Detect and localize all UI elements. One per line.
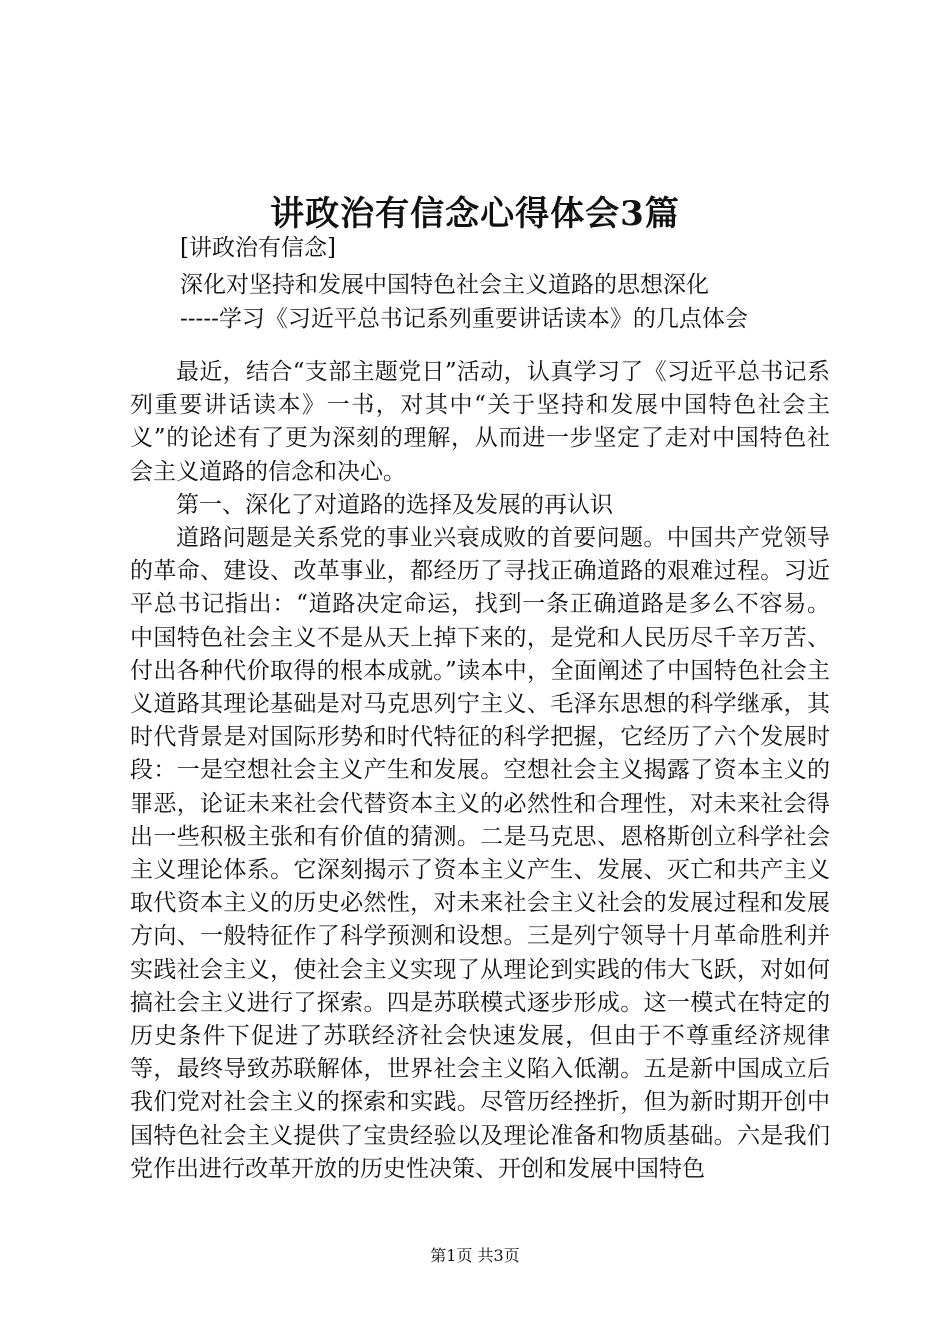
body-paragraph: 最近，结合“支部主题党日”活动，认真学习了《习近平总书记系列重要讲话读本》一书，对其中“关于坚持和发展中国特色社会主义”的论述有了更为深刻的理解，从而进一步坚定了走对中国特色社会主义道路的信念和决心。 xyxy=(130,359,830,485)
document-body xyxy=(130,356,830,1186)
document-subtitle: 深化对坚持和发展中国特色社会主义道路的思想深化 xyxy=(180,272,709,298)
page-footer: 第1页 共3页 xyxy=(430,1246,520,1265)
document-category: [讲政治有信念] xyxy=(180,235,336,261)
section-heading: 第一、深化了对道路的选择及发展的再认识 xyxy=(176,491,613,518)
document-title: 讲政治有信念心得体会3篇 xyxy=(270,194,680,234)
document-subheading: -----学习《习近平总书记系列重要讲话读本》的几点体会 xyxy=(180,306,748,332)
body-paragraph: 道路问题是关系党的事业兴衰成败的首要问题。中国共产党领导的革命、建设、改革事业，都经历了寻找正确道路的艰难过程。习近平总书记指出：“道路决定命运，找到一条正确道路是多么不容易。中国特色社会主义不是从天上掉下来的，是党和人民历尽千辛万苦、付出各种代价取得的根本成就。”读本中，全面阐述了中国特色社会主义道路其理论基础是对马克思列宁主义、毛泽东思想的科学继承，其时代背景是对国际形势和时代特征的科学把握，它经历了六个发展时段：一是空想社会主义产生和发展。空想社会主义揭露了资本主义的罪恶，论证未来社会代替资本主义的必然性和合理性，对未来社会得出一些积极主张和有价值的猜测。二是马克思、恩格斯创立科学社会主义理论体系。它深刻揭示了资本主义产生、发展、灭亡和共产主义取代资本主义的历史必然性，对未来社会主义社会的发展过程和发展方向、一般特征作了科学预测和设想。三是列宁领导十月革命胜利并实践社会主义，使社会主义实现了从理论到实践的伟大飞跃，对如何搞社会主义进行了探索。四是苏联模式逐步形成。这一模式在特定的历史条件下促进了苏联经济社会快速发展，但由于不尊重经济规律等，最终导致苏联解体，世界社会主义陷入低潮。五是新中国成立后我们党对社会主义的探索和实践。尽管历经挫折，但为新时期开创中国特色社会主义提供了宝贵经验以及理论准备和物质基础。六是我们党作出进行改革开放的历史性决策、开创和发展中国特色 xyxy=(130,525,830,1182)
